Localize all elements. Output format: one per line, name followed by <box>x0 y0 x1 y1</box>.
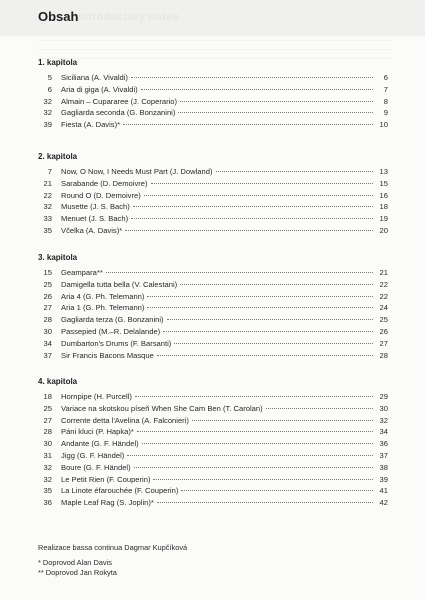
ghost-title: Introductory notes <box>78 11 179 23</box>
toc-list <box>38 73 388 132</box>
entry-number: 26 <box>43 291 52 301</box>
chapter-1 <box>38 58 388 132</box>
entry-title: Almain – Cupararee (J. Coperario) <box>61 96 178 106</box>
chapter-3 <box>38 253 388 362</box>
entry-number: 30 <box>43 439 52 449</box>
entry-number: 21 <box>43 178 52 188</box>
entry-page: 38 <box>379 462 388 472</box>
entry-page: 22 <box>379 291 388 301</box>
toc-entry <box>38 486 388 498</box>
entry-title: Geampara** <box>61 268 103 277</box>
entry-page: 21 <box>379 268 388 277</box>
toc-entry <box>38 327 388 339</box>
toc-entry <box>38 315 388 327</box>
entry-page: 30 <box>379 403 388 413</box>
entry-number: 32 <box>43 108 52 118</box>
toc-entry <box>38 85 388 97</box>
entry-title: Sir Francis Bacons Masque <box>61 350 154 360</box>
chapter-title: 4. kapitola <box>38 377 78 386</box>
entry-title: Damigella tutta bella (V. Calestani) <box>61 279 178 289</box>
entry-title: Gagliarda terza (G. Bonzanini) <box>61 315 164 325</box>
entry-title: Passepied (M.–R. Delalande) <box>61 326 161 336</box>
entry-title: Páni kluci (P. Hapka)* <box>61 427 134 437</box>
toc-entry <box>38 120 388 132</box>
dot-leader <box>174 343 373 344</box>
entry-number: 5 <box>47 73 52 82</box>
dot-leader <box>178 112 373 113</box>
entry-page: 32 <box>379 415 388 425</box>
entry-number: 15 <box>43 268 52 277</box>
chapter-4 <box>38 377 388 510</box>
entry-number: 27 <box>43 415 52 425</box>
entry-title: Musette (J. S. Bach) <box>61 202 130 212</box>
dot-leader <box>147 307 373 308</box>
entry-number: 31 <box>43 450 52 460</box>
toc-entry <box>38 439 388 451</box>
entry-number: 6 <box>47 84 52 94</box>
toc-entry <box>38 97 388 109</box>
entry-page: 8 <box>383 96 388 106</box>
entry-page: 42 <box>379 498 388 508</box>
entry-number: 32 <box>43 202 52 212</box>
chapter-title: 3. kapitola <box>38 253 78 262</box>
page-title: Obsah <box>38 9 79 24</box>
dot-leader <box>125 230 373 231</box>
entry-page: 29 <box>379 392 388 401</box>
toc-entry <box>38 167 388 179</box>
ghost-line <box>38 49 393 50</box>
toc-entry <box>38 73 388 85</box>
dot-leader <box>216 171 373 172</box>
entry-page: 28 <box>379 350 388 360</box>
entry-title: Aria 1 (G. Ph. Telemann) <box>61 303 145 313</box>
entry-page: 10 <box>379 120 388 130</box>
toc-entry <box>38 498 388 510</box>
chapter-2 <box>38 152 388 238</box>
entry-title: Jigg (G. F. Händel) <box>61 450 125 460</box>
entry-page: 22 <box>379 279 388 289</box>
entry-title: Hornpipe (H. Purcell) <box>61 392 132 401</box>
entry-number: 18 <box>43 392 52 401</box>
dot-leader <box>127 455 373 456</box>
toc-entry <box>38 404 388 416</box>
entry-title: Včelka (A. Davis)* <box>61 225 123 235</box>
entry-title: Now, O Now, I Needs Must Part (J. Dowland) <box>61 167 213 176</box>
entry-number: 39 <box>43 120 52 130</box>
entry-title: Andante (G. F. Händel) <box>61 439 139 449</box>
footnote-single-asterisk: * Doprovod Alan Davis <box>38 557 112 567</box>
entry-number: 7 <box>47 167 52 176</box>
dot-leader <box>147 296 373 297</box>
entry-number: 22 <box>43 190 52 200</box>
entry-number: 32 <box>43 462 52 472</box>
toc-entry <box>38 280 388 292</box>
continuo-credit: Realizace bassa continua Dagmar Kupčíková <box>38 543 188 552</box>
entry-page: 34 <box>379 427 388 437</box>
entry-number: 25 <box>43 279 52 289</box>
toc-list <box>38 268 388 362</box>
entry-number: 35 <box>43 486 52 496</box>
dot-leader <box>266 408 373 409</box>
entry-title: Menuet (J. S. Bach) <box>61 214 129 224</box>
dot-leader <box>151 183 373 184</box>
dot-leader <box>180 101 373 102</box>
entry-number: 35 <box>43 225 52 235</box>
toc-entry <box>38 451 388 463</box>
toc-entry <box>38 339 388 351</box>
entry-page: 25 <box>379 315 388 325</box>
entry-title: Siciliana (A. Vivaldi) <box>61 73 128 82</box>
entry-number: 33 <box>43 214 52 224</box>
toc-entry <box>38 226 388 238</box>
entry-title: Round O (D. Demoivre) <box>61 190 141 200</box>
ghost-line <box>38 40 393 41</box>
entry-page: 26 <box>379 326 388 336</box>
entry-title: Gagliarda seconda (G. Bonzanini) <box>61 108 176 118</box>
dot-leader <box>133 206 373 207</box>
entry-title: Le Petit Rien (F. Couperin) <box>61 474 151 484</box>
dot-leader <box>131 77 373 78</box>
toc-entry <box>38 191 388 203</box>
entry-number: 27 <box>43 303 52 313</box>
entry-title: Variace na skotskou píseň When She Cam Ben (T. Carolan) <box>61 403 263 413</box>
dot-leader <box>144 195 373 196</box>
footnotes <box>38 543 187 579</box>
toc-entry <box>38 427 388 439</box>
toc-entry <box>38 475 388 487</box>
entry-number: 32 <box>43 474 52 484</box>
entry-page: 27 <box>379 338 388 348</box>
entry-page: 15 <box>379 178 388 188</box>
toc-entry <box>38 214 388 226</box>
entry-page: 41 <box>379 486 388 496</box>
dot-leader <box>123 124 373 125</box>
entry-number: 36 <box>43 498 52 508</box>
entry-title: Boure (G. F. Händel) <box>61 462 131 472</box>
entry-title: Corrente detta l'Avelina (A. Falconieri) <box>61 415 189 425</box>
entry-page: 37 <box>379 450 388 460</box>
entry-number: 25 <box>43 403 52 413</box>
toc-entry <box>38 179 388 191</box>
entry-title: Fiesta (A. Davis)* <box>61 120 121 130</box>
dot-leader <box>135 396 373 397</box>
footnote-double-asterisk: ** Doprovod Jan Rokyta <box>38 568 117 577</box>
page-header <box>0 0 425 36</box>
entry-page: 13 <box>379 167 388 176</box>
dot-leader <box>106 272 373 273</box>
dot-leader <box>131 218 373 219</box>
dot-leader <box>180 284 373 285</box>
toc-entry <box>38 351 388 363</box>
dot-leader <box>157 502 373 503</box>
dot-leader <box>141 89 373 90</box>
toc-entry <box>38 292 388 304</box>
entry-title: Dumbarton's Drums (F. Barsanti) <box>61 338 172 348</box>
entry-page: 9 <box>383 108 388 118</box>
dot-leader <box>181 490 373 491</box>
entry-title: Aria di giga (A. Vivaldi) <box>61 84 138 94</box>
toc-list <box>38 392 388 510</box>
toc-entry <box>38 392 388 404</box>
entry-page: 18 <box>379 202 388 212</box>
entry-number: 34 <box>43 338 52 348</box>
dot-leader <box>192 420 373 421</box>
entry-page: 24 <box>379 303 388 313</box>
toc-entry <box>38 268 388 280</box>
entry-page: 20 <box>379 225 388 235</box>
dot-leader <box>134 467 373 468</box>
toc-entry <box>38 303 388 315</box>
toc-list <box>38 167 388 238</box>
chapter-title: 1. kapitola <box>38 58 78 67</box>
entry-number: 37 <box>43 350 52 360</box>
dot-leader <box>157 355 373 356</box>
entry-number: 28 <box>43 427 52 437</box>
entry-title: Maple Leaf Rag (S. Joplin)* <box>61 498 154 508</box>
entry-page: 6 <box>383 73 388 82</box>
entry-title: Sarabande (D. Demoivre) <box>61 178 148 188</box>
dot-leader <box>137 431 373 432</box>
entry-page: 36 <box>379 439 388 449</box>
entry-page: 16 <box>379 190 388 200</box>
dot-leader <box>142 443 373 444</box>
entry-page: 7 <box>383 84 388 94</box>
dot-leader <box>163 331 373 332</box>
toc-entry <box>38 202 388 214</box>
toc-entry <box>38 416 388 428</box>
chapter-title: 2. kapitola <box>38 152 78 161</box>
toc-entry <box>38 108 388 120</box>
entry-title: Aria 4 (G. Ph. Telemann) <box>61 291 145 301</box>
entry-title: La Linote éfarouchée (F. Couperin) <box>61 486 179 496</box>
entry-number: 30 <box>43 326 52 336</box>
toc-entry <box>38 463 388 475</box>
entry-number: 28 <box>43 315 52 325</box>
entry-number: 32 <box>43 96 52 106</box>
dot-leader <box>153 479 373 480</box>
entry-page: 39 <box>379 474 388 484</box>
entry-page: 19 <box>379 214 388 224</box>
dot-leader <box>167 319 373 320</box>
